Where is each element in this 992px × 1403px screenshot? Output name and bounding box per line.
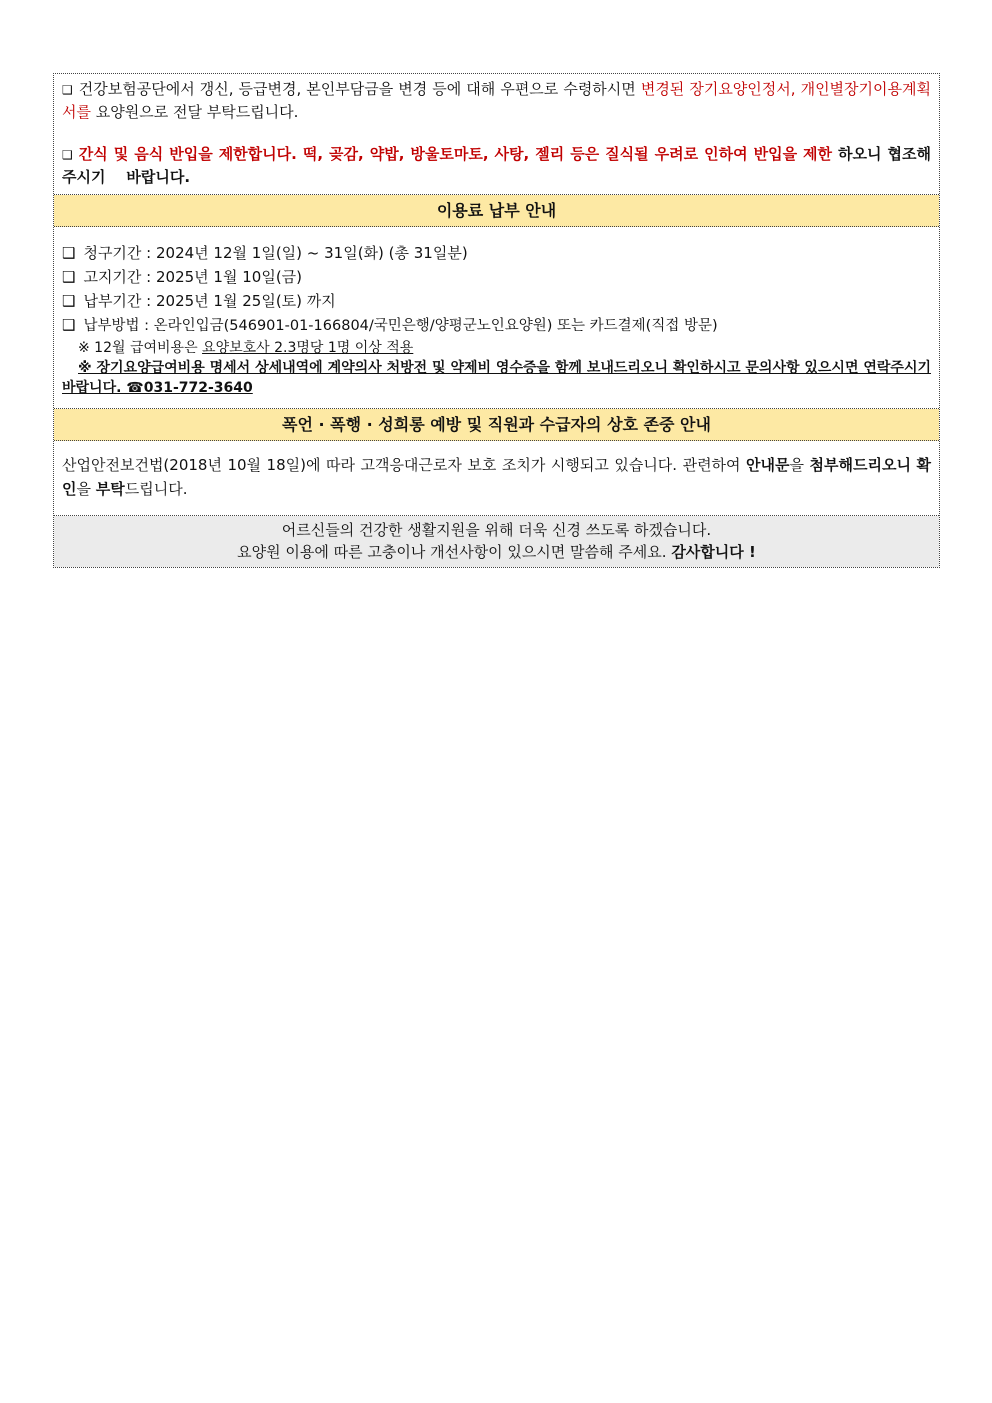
checkbox-square-icon: ❑	[62, 268, 76, 286]
respect-header: 폭언 · 폭행 · 성희롱 예방 및 직원과 수급자의 상호 존중 안내	[54, 409, 939, 441]
footer-line-1: 어르신들의 건강한 생활지원을 위해 더욱 신경 쓰도록 하겠습니다.	[281, 521, 712, 539]
checkbox-square-icon: ❑	[62, 83, 73, 97]
notice-document	[53, 73, 940, 568]
checkbox-square-icon: ❑	[62, 148, 73, 162]
intro-bullet-2: ❑ 간식 및 음식 반입을 제한합니다. 떡, 곶감, 약밥, 방울토마토, 사탕, 젤리 등은 질식될 우려로 인하여 반입을 제한 하오니 협조해 주시기 바랍니다.	[62, 145, 937, 186]
payment-item-due-date: ❑ 납부기간 : 2025년 1월 25일(토) 까지	[62, 292, 336, 310]
payment-item-billing-period: ❑ 청구기간 : 2024년 12월 1일(일) ~ 31일(화) (총 31일분)	[62, 244, 468, 262]
closing-footer	[54, 516, 939, 567]
checkbox-square-icon: ❑	[62, 316, 76, 334]
payment-item-method: ❑ 납부방법 : 온라인입금(546901-01-166804/국민은행/양평군노인요양원) 또는 카드결제(직접 방문)	[62, 316, 718, 334]
intro-bullet-1: ❑ 건강보험공단에서 갱신, 등급변경, 본인부담금을 변경 등에 대해 우편으로 수령하시면 변경된 장기요양인정서, 개인별장기이용계획서를 요양원으로 전달 부탁드립니다.	[62, 80, 931, 121]
payment-header: 이용료 납부 안내	[54, 195, 939, 227]
payment-section	[54, 227, 939, 409]
checkbox-square-icon: ❑	[62, 292, 76, 310]
intro-bullet-2-highlight: 간식 및 음식 반입을 제한합니다. 떡, 곶감, 약밥, 방울토마토, 사탕, 젤리 등은 질식될 우려로 인하여 반입을 제한	[78, 145, 833, 163]
respect-section: 산업안전보건법(2018년 10월 18일)에 따라 고객응대근로자 보호 조치가 시행되고 있습니다. 관련하여 안내문을 첨부해드리오니 확인을 부탁드립니다.	[54, 441, 939, 516]
thanks-text: 감사합니다 !	[671, 543, 756, 561]
checkbox-square-icon: ❑	[62, 244, 76, 262]
intro-section	[54, 74, 939, 195]
payment-note-staffing: ※ 12월 급여비용은 요양보호사 2.3명당 1명 이상 적용	[78, 340, 414, 356]
footer-line-2: 요양원 이용에 따른 고충이나 개선사항이 있으시면 말씀해 주세요. 감사합니다 !	[237, 543, 756, 561]
payment-note-statement: ※ 장기요양급여비용 명세서 상세내역에 계약의사 처방전 및 약제비 영수증을 함께 보내드리오니 확인하시고 문의사항 있으시면 연락주시기 바랍니다. ☎031-772-3640	[62, 360, 931, 396]
payment-item-notice-date: ❑ 고지기간 : 2025년 1월 10일(금)	[62, 268, 303, 286]
intro-bullet-1-highlight: 변경된 장기요양인정서, 개인별장기이용계획서를	[62, 80, 931, 121]
